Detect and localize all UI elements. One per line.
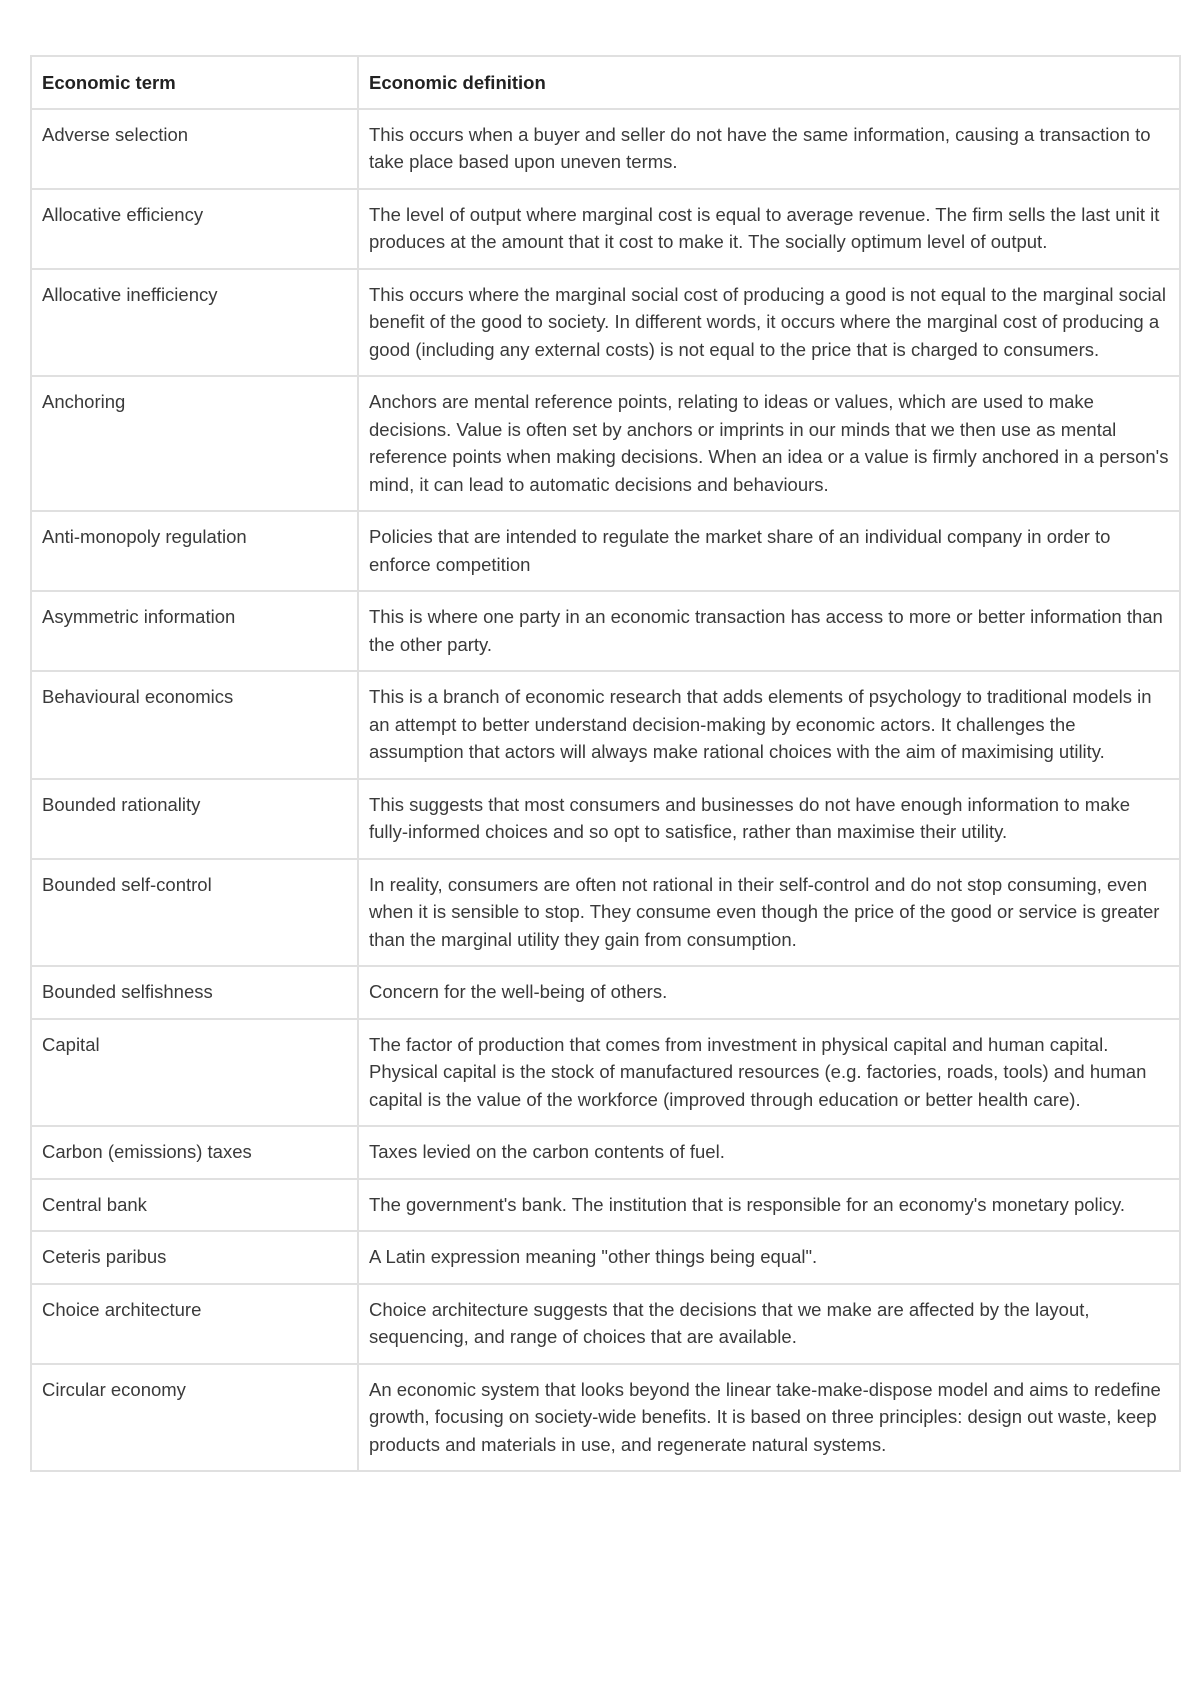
term-cell: Ceteris paribus: [31, 1231, 358, 1284]
definition-cell: The factor of production that comes from investment in physical capital and human capital. Physical capital is the stock of manufactured resources (e.g. factories, roads, tools) and human capital is the value of the workforce (improved through education or better health care).: [358, 1019, 1180, 1127]
term-cell: Behavioural economics: [31, 671, 358, 779]
term-cell: Adverse selection: [31, 109, 358, 189]
term-column-header: Economic term: [31, 56, 358, 109]
table-row: [31, 1364, 1180, 1472]
table-row: [31, 189, 1180, 269]
term-cell: Allocative inefficiency: [31, 269, 358, 377]
table-row: [31, 1284, 1180, 1364]
definition-column-header: Economic definition: [358, 56, 1180, 109]
definition-cell: An economic system that looks beyond the linear take-make-dispose model and aims to redefine growth, focusing on society-wide benefits. It is based on three principles: design out waste, keep products and materials in use, and regenerate natural systems.: [358, 1364, 1180, 1472]
definition-cell: Concern for the well-being of others.: [358, 966, 1180, 1019]
definition-cell: This occurs when a buyer and seller do not have the same information, causing a transaction to take place based upon uneven terms.: [358, 109, 1180, 189]
term-cell: Allocative efficiency: [31, 189, 358, 269]
definition-cell: The level of output where marginal cost is equal to average revenue. The firm sells the last unit it produces at the amount that it cost to make it. The socially optimum level of output.: [358, 189, 1180, 269]
term-cell: Bounded selfishness: [31, 966, 358, 1019]
term-cell: Bounded rationality: [31, 779, 358, 859]
definition-cell: This is a branch of economic research that adds elements of psychology to traditional models in an attempt to better understand decision-making by economic actors. It challenges the assumption that actors will always make rational choices with the aim of maximising utility.: [358, 671, 1180, 779]
term-cell: Circular economy: [31, 1364, 358, 1472]
term-cell: Asymmetric information: [31, 591, 358, 671]
table-row: [31, 779, 1180, 859]
table-row: [31, 269, 1180, 377]
term-cell: Carbon (emissions) taxes: [31, 1126, 358, 1179]
table-row: [31, 859, 1180, 967]
table-row: [31, 376, 1180, 511]
table-row: [31, 511, 1180, 591]
glossary-page: [30, 55, 1179, 1472]
table-body: [31, 109, 1180, 1472]
definition-cell: This is where one party in an economic transaction has access to more or better information than the other party.: [358, 591, 1180, 671]
definition-cell: Anchors are mental reference points, relating to ideas or values, which are used to make decisions. Value is often set by anchors or imprints in our minds that we then use as mental reference points when making decisions. When an idea or a value is firmly anchored in a person's mind, it can lead to automatic decisions and behaviours.: [358, 376, 1180, 511]
term-cell: Central bank: [31, 1179, 358, 1232]
table-row: [31, 671, 1180, 779]
term-cell: Choice architecture: [31, 1284, 358, 1364]
table-row: [31, 591, 1180, 671]
definition-cell: A Latin expression meaning "other things being equal".: [358, 1231, 1180, 1284]
definition-cell: Choice architecture suggests that the decisions that we make are affected by the layout, sequencing, and range of choices that are available.: [358, 1284, 1180, 1364]
term-cell: Anti-monopoly regulation: [31, 511, 358, 591]
table-row: [31, 1019, 1180, 1127]
table-row: [31, 1126, 1180, 1179]
table-row: [31, 1179, 1180, 1232]
term-cell: Anchoring: [31, 376, 358, 511]
economic-terms-table: [30, 55, 1181, 1472]
term-cell: Capital: [31, 1019, 358, 1127]
definition-cell: This suggests that most consumers and businesses do not have enough information to make fully-informed choices and so opt to satisfice, rather than maximise their utility.: [358, 779, 1180, 859]
term-cell: Bounded self-control: [31, 859, 358, 967]
definition-cell: The government's bank. The institution that is responsible for an economy's monetary policy.: [358, 1179, 1180, 1232]
table-row: [31, 109, 1180, 189]
definition-cell: This occurs where the marginal social cost of producing a good is not equal to the marginal social benefit of the good to society. In different words, it occurs where the marginal cost of producing a good (including any external costs) is not equal to the price that is charged to consumers.: [358, 269, 1180, 377]
table-header-row: [31, 56, 1180, 109]
table-row: [31, 1231, 1180, 1284]
definition-cell: Policies that are intended to regulate the market share of an individual company in order to enforce competition: [358, 511, 1180, 591]
table-row: [31, 966, 1180, 1019]
definition-cell: In reality, consumers are often not rational in their self-control and do not stop consuming, even when it is sensible to stop. They consume even though the price of the good or service is greater than the marginal utility they gain from consumption.: [358, 859, 1180, 967]
definition-cell: Taxes levied on the carbon contents of fuel.: [358, 1126, 1180, 1179]
